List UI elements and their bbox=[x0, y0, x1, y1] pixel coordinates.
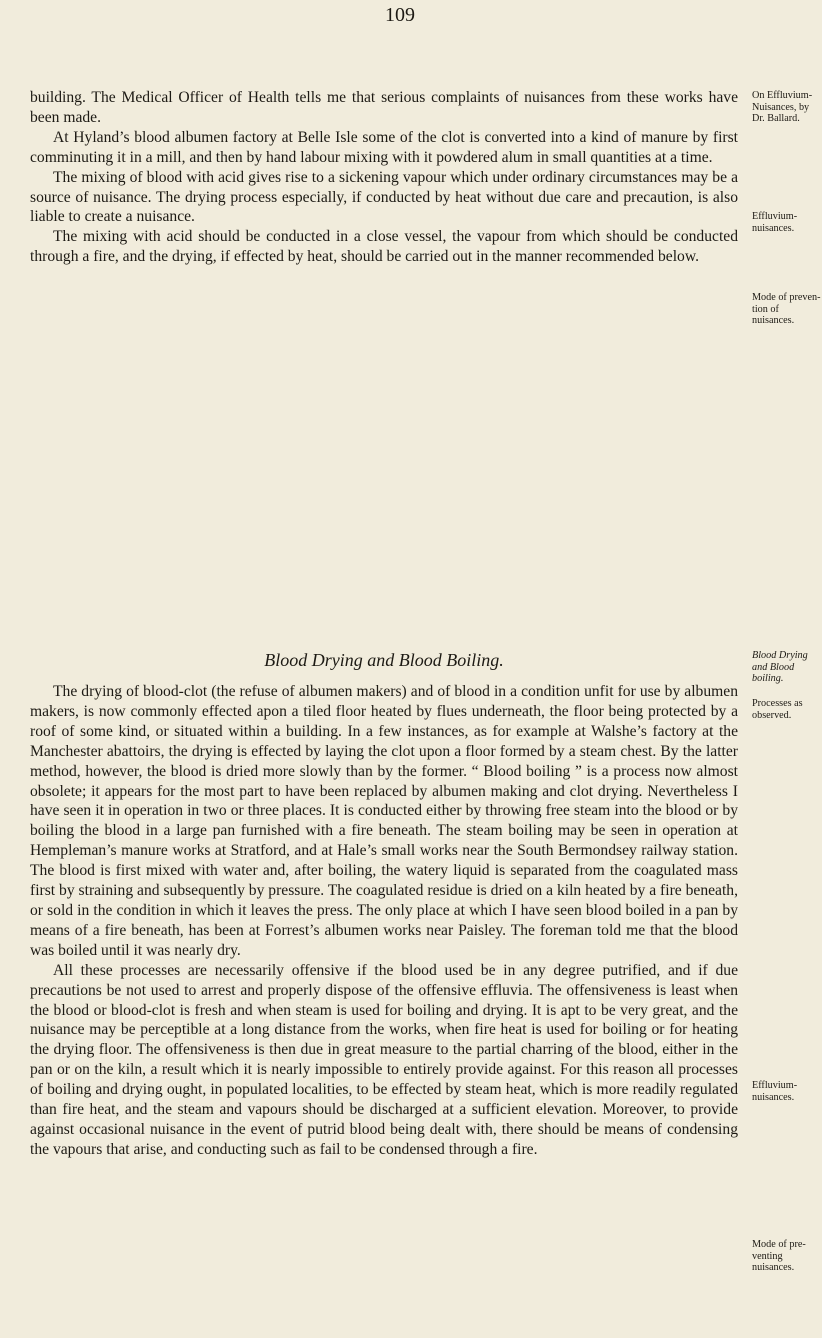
margin-note-preventing: Mode of pre-venting nuisances. bbox=[752, 1239, 806, 1274]
margin-note-effluvium-ballard: On Effluvium-Nuisances, by Dr. Ballard. bbox=[752, 90, 813, 125]
paragraph-4: The mixing with acid should be conducted in a close vessel, the vapour from which should be conducted through a fire, and the drying, if effected by heat, should be carried out in the manner recommended below. bbox=[30, 228, 738, 266]
page-number: 109 bbox=[385, 4, 415, 26]
margin-note-effluvium-2: Effluvium-nuisances. bbox=[752, 1080, 798, 1103]
margin-note-prevention: Mode of preven-tion of nuisances. bbox=[752, 292, 821, 327]
paragraph-1: building. The Medical Officer of Health tells me that serious complaints of nuisances from these works have been made. bbox=[30, 89, 738, 126]
text-block-main bbox=[30, 682, 738, 1160]
paragraph-5: The drying of blood-clot (the refuse of albumen makers) and of blood in a condition unfit for use by albumen makers, is now commonly effected apon a tiled floor heated by flues underneath, the floor being protected by a roof of some kind, or situated within a building. In a few instances, as for example at Walshe’s factory at the Manchester abattoirs, the drying is effected by laying the clot upon a floor formed by a steam chest. By the latter method, however, the blood is dried more slowly than by the former. “ Blood boiling ” is a process now almost obsolete; it appears for the most part to have been replaced by albumen making and clot drying. Nevertheless I have seen it in operation in two or three places. It is conducted either by throwing free steam into the blood or by boiling the blood in a large pan furnished with a fire beneath. The steam boiling may be seen in operation at Hempleman’s manure works at Stratford, and at Hale’s small works near the South Bermondsey railway station. The blood is first mixed with water and, after boiling, the watery liquid is separated from the coagulated mass first by straining and subsequently by pressure. The coagulated residue is dried on a kiln heated by a fire beneath, or sold in the condition in which it leaves the press. The only place at which I have seen blood boiled in a pan by means of a fire beneath, has been at Forrest’s albumen works near Paisley. The foreman told me that the blood was boiled until it was nearly dry. bbox=[30, 683, 738, 959]
margin-note-blood-drying: Blood Drying and Blood boiling. bbox=[752, 650, 808, 685]
text-block-intro bbox=[30, 88, 738, 267]
section-heading: Blood Drying and Blood Boiling. bbox=[264, 650, 504, 670]
paragraph-3: The mixing of blood with acid gives rise to a sickening vapour which under ordinary circumstances may be a source of nuisance. The drying process especially, if conducted by heat without due care and precaution, is also liable to create a nuisance. bbox=[30, 168, 738, 226]
margin-note-effluvium-1: Effluvium-nuisances. bbox=[752, 211, 798, 234]
margin-note-processes: Processes as observed. bbox=[752, 698, 803, 721]
paragraph-6: All these processes are necessarily offensive if the blood used be in any degree putrified, and if due precautions be not used to arrest and properly dispose of the offensive effluvia. The offensiveness is least when the blood or blood-clot is fresh and when steam is used for boiling and drying. It is apt to be very great, and the nuisance may be perceptible at a long distance from the works, when fire heat is used for boiling or for heating the drying floor. The offensiveness is then due in great measure to the partial charring of the blood, either in the pan or on the kiln, a result which it is nearly impossible to entirely provide against. For this reason all processes of boiling and drying ought, in populated localities, to be effected by steam heat, which is more readily regulated than fire heat, and the steam and vapours should be discharged at a sufficient elevation. Moreover, to provide against occasional nuisance in the event of putrid blood being dealt with, there should be means of condensing the vapours that arise, and conducting such as fail to be condensed through a fire. bbox=[30, 961, 738, 1158]
paragraph-2: At Hyland’s blood albumen factory at Belle Isle some of the clot is converted into a kind of manure by first comminuting it in a mill, and then by hand labour mixing with it powdered alum in small quantities at a time. bbox=[30, 128, 738, 166]
